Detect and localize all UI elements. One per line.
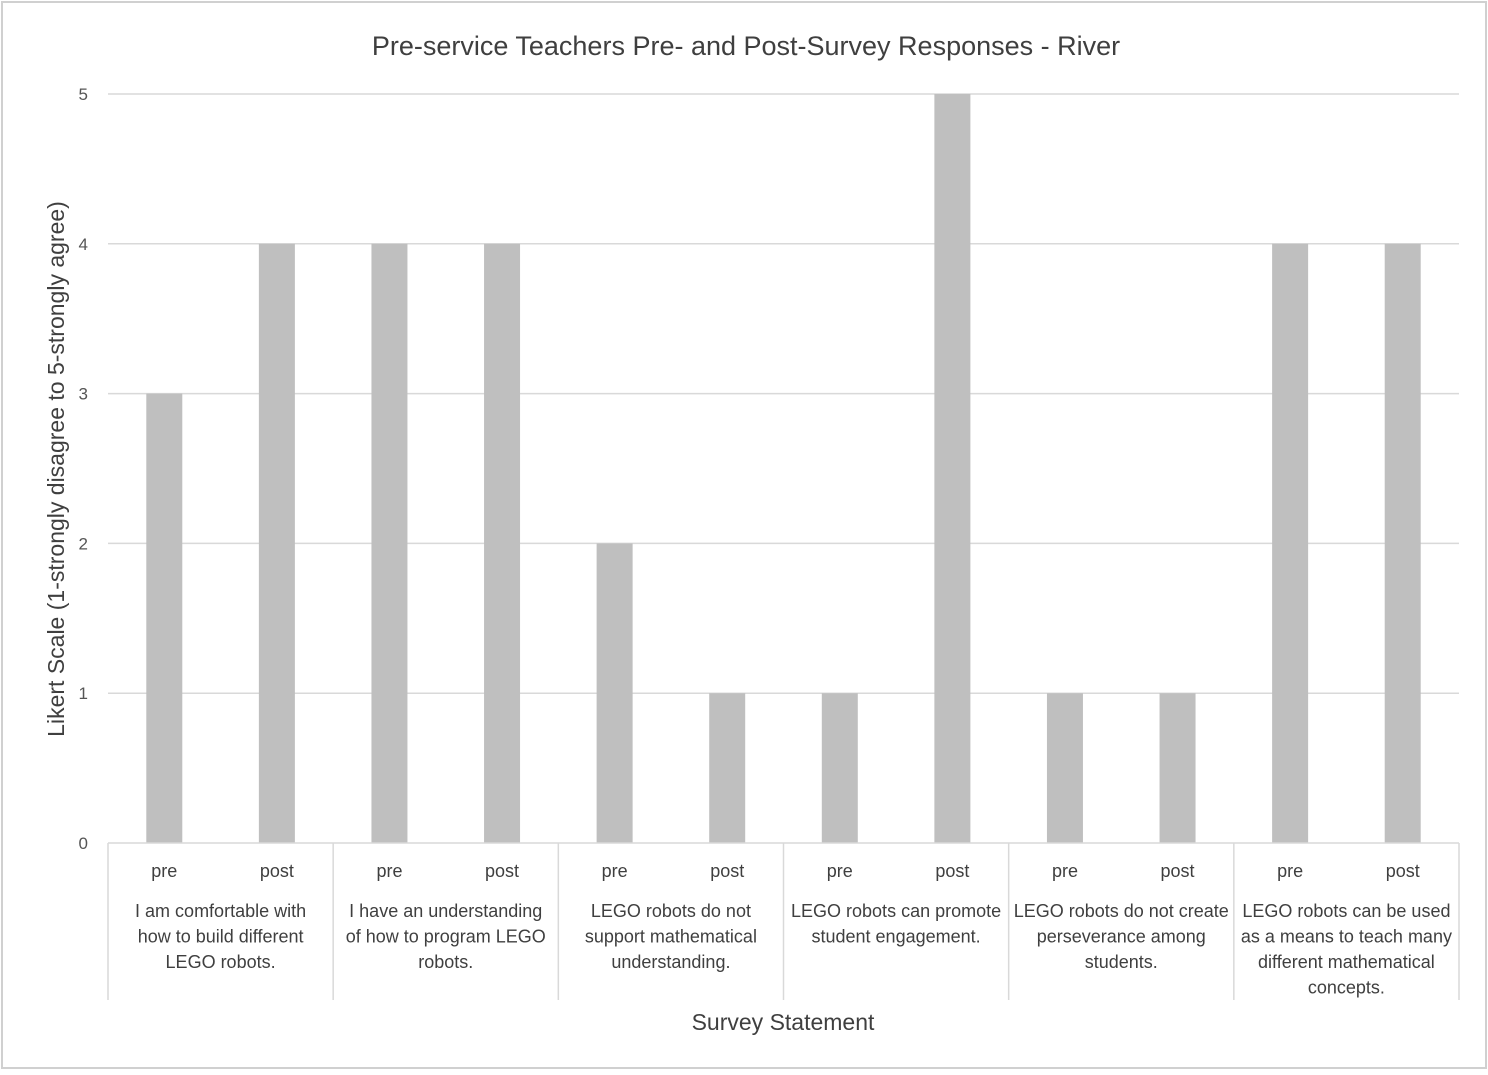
x-category-label: LEGO robots do not create (1013, 901, 1229, 921)
bar-pre (822, 693, 858, 843)
x-category-label: concepts. (1307, 977, 1385, 998)
x-category-label: of how to program LEGO (345, 926, 546, 947)
x-sub-label: pre (1277, 861, 1304, 881)
x-sub-label: pre (826, 861, 853, 881)
x-category-label: how to build different (137, 926, 304, 947)
y-tick-label: 1 (78, 684, 88, 704)
x-sub-label: pre (376, 861, 403, 881)
bar-post (484, 244, 520, 843)
bar-pre (597, 543, 633, 843)
x-sub-label: post (1160, 861, 1195, 881)
x-category-label: LEGO robots. (165, 952, 276, 972)
x-category-label: perseverance among (1036, 926, 1206, 947)
bar-post (934, 94, 970, 843)
x-category-label: students. (1084, 952, 1158, 972)
bar-pre (1047, 693, 1083, 843)
x-category-label: understanding. (611, 952, 731, 972)
x-sub-label: pre (151, 861, 178, 881)
x-axis-title: Survey Statement (691, 1009, 875, 1035)
x-category-label: LEGO robots can be used (1242, 901, 1451, 921)
x-category-label: student engagement. (811, 926, 981, 947)
y-axis-title: Likert Scale (1-strongly disagree to 5-strongly agree) (43, 201, 69, 737)
x-sub-label: pre (601, 861, 628, 881)
y-tick-label: 0 (78, 834, 88, 853)
bar-post (1160, 693, 1196, 843)
bar-post (259, 244, 295, 843)
x-category-label: I am comfortable with (135, 901, 307, 921)
x-sub-label: pre (1051, 861, 1078, 881)
x-sub-label: post (710, 861, 745, 881)
bar-post (709, 693, 745, 843)
x-category-label: I have an understanding (349, 901, 543, 921)
chart-title: Pre-service Teachers Pre- and Post-Survey Responses - River (371, 31, 1121, 61)
y-tick-label: 2 (78, 534, 88, 554)
y-tick-label: 4 (78, 234, 88, 254)
y-tick-label: 5 (78, 85, 88, 104)
x-sub-label: post (935, 861, 970, 881)
bar-pre (146, 394, 182, 843)
x-sub-label: post (259, 861, 294, 881)
x-category-label: LEGO robots can promote (791, 901, 1002, 921)
bar-pre (371, 244, 407, 843)
x-sub-label: post (485, 861, 520, 881)
y-tick-label: 3 (78, 384, 88, 404)
x-category-label: support mathematical (584, 926, 757, 947)
x-category-label: as a means to teach many (1240, 926, 1452, 947)
x-category-label: robots. (418, 952, 474, 972)
x-category-label: different mathematical (1258, 952, 1435, 972)
bar-post (1385, 244, 1421, 843)
bar-pre (1272, 244, 1308, 843)
x-sub-label: post (1385, 861, 1420, 881)
x-category-label: LEGO robots do not (590, 901, 751, 921)
